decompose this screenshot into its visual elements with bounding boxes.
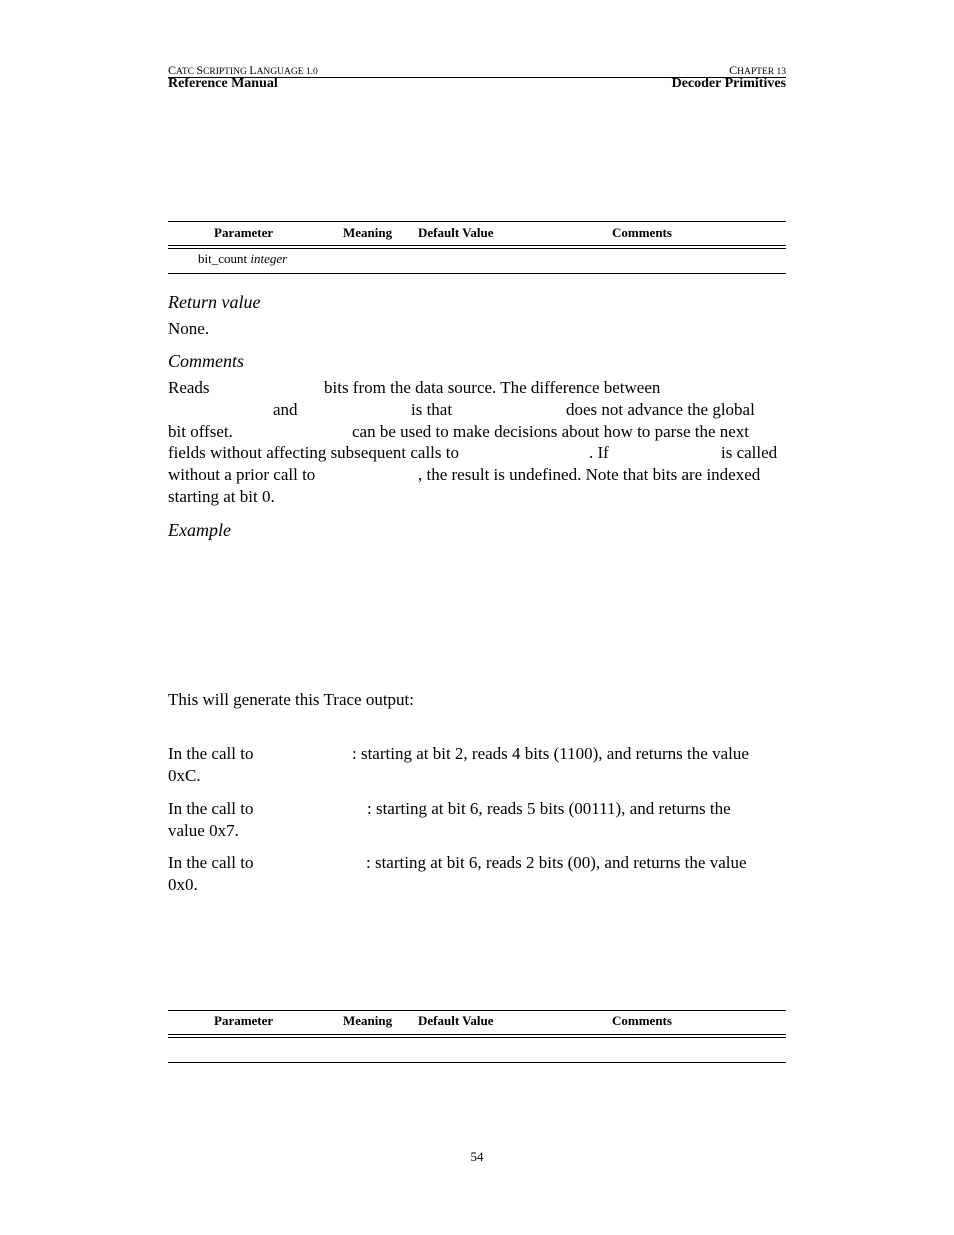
comments-text: is that <box>411 400 453 419</box>
trace-call-prefix: In the call to <box>168 853 254 872</box>
table-header-rule <box>168 1034 786 1035</box>
param-type: integer <box>250 251 288 266</box>
comments-text: starting at bit 0. <box>168 487 275 506</box>
trace-call-prefix: In the call to <box>168 744 254 763</box>
comments-text: does not advance the global <box>566 400 755 419</box>
return-value-heading: Return value <box>168 292 261 312</box>
trace-intro: This will generate this Trace output: <box>168 690 414 709</box>
comments-text: . If <box>589 443 609 462</box>
trace-call-cont: 0xC. <box>168 766 201 785</box>
example-heading: Example <box>168 520 231 540</box>
trace-call-prefix: In the call to <box>168 799 254 818</box>
table-header-rule-2 <box>168 248 786 249</box>
comments-text: fields without affecting subsequent calls to <box>168 443 459 462</box>
table-header-meaning: Meaning <box>343 225 393 240</box>
table-header-default: Default Value <box>418 225 494 240</box>
trace-call-cont: 0x0. <box>168 875 198 894</box>
table-header-rule-2 <box>168 1037 786 1038</box>
table-row <box>198 251 287 267</box>
param-name: bit_count <box>198 251 248 266</box>
running-header-chapter: CHAPTER 13 <box>729 63 786 77</box>
running-header-manual: Reference Manual <box>168 76 278 91</box>
table-top-rule <box>168 221 786 222</box>
return-value-text: None. <box>168 319 210 338</box>
page-number: 54 <box>470 1149 484 1164</box>
trace-call-desc: : starting at bit 6, reads 2 bits (00), and returns the value <box>366 853 747 872</box>
table-header-comments: Comments <box>612 225 672 240</box>
trace-call-desc: : starting at bit 6, reads 5 bits (00111), and returns the <box>367 799 731 818</box>
comments-text: can be used to make decisions about how to parse the next <box>352 422 750 441</box>
table-header-rule <box>168 245 786 246</box>
comments-text: and <box>273 400 298 419</box>
comments-text: is called <box>721 443 778 462</box>
table-bottom-rule <box>168 1062 786 1063</box>
table-header-meaning: Meaning <box>343 1013 393 1028</box>
trace-call-cont: value 0x7. <box>168 821 239 840</box>
table-header-parameter: Parameter <box>214 1013 274 1028</box>
comments-text: bits from the data source. The difference between <box>324 378 661 397</box>
table-header-default: Default Value <box>418 1013 494 1028</box>
running-header-title: CATC SCRIPTING LANGUAGE 1.0 <box>168 63 318 77</box>
comments-text: without a prior call to <box>168 465 316 484</box>
trace-call-desc: : starting at bit 2, reads 4 bits (1100), and returns the value <box>352 744 749 763</box>
table-bottom-rule <box>168 273 786 274</box>
running-header-section: Decoder Primitives <box>671 76 786 91</box>
comments-text: Reads <box>168 378 210 397</box>
comments-text: , the result is undefined. Note that bits are indexed <box>418 465 761 484</box>
comments-heading: Comments <box>168 351 244 371</box>
table-header-parameter: Parameter <box>214 225 274 240</box>
comments-text: bit offset. <box>168 422 233 441</box>
table-header-comments: Comments <box>612 1013 672 1028</box>
table-top-rule <box>168 1010 786 1011</box>
